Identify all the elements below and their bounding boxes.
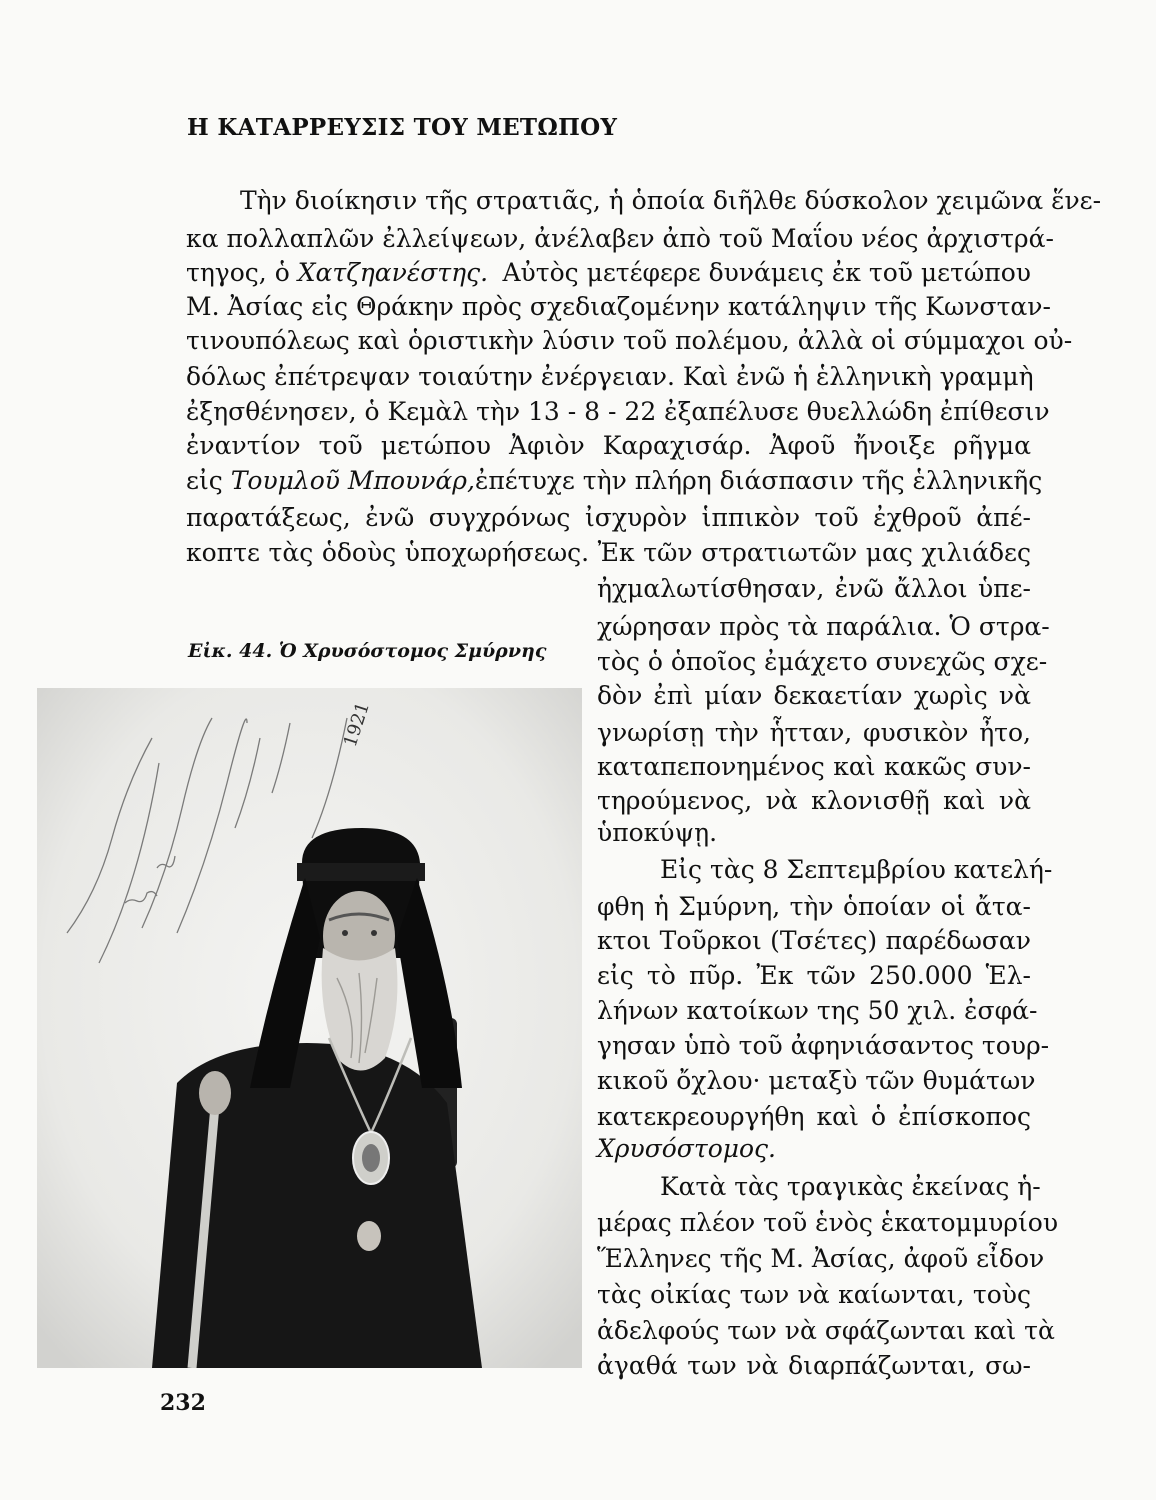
place-name: Τουμλοῦ Μπουνάρ,	[230, 466, 475, 495]
text-line: φθη ἡ Σμύρνη, τὴν ὁποίαν οἱ ἄτα-	[597, 892, 1031, 921]
text-line: μέρας πλέον τοῦ ἑνὸς ἑκατομμυρίου	[597, 1208, 1059, 1237]
photo-inscription: 1921	[339, 699, 374, 750]
text-line	[186, 466, 1043, 496]
text-line: ἐναντίον τοῦ μετώπου Ἀφιὸν Καραχισάρ. Ἀφοῦ ἤνοιξε ρῆγμα	[186, 431, 1031, 460]
text-line: γνωρίσῃ τὴν ἧτταν, φυσικὸν ἦτο,	[597, 718, 1031, 747]
page-heading: Η ΚΑΤΑΡΡΕΥΣΙΣ ΤΟΥ ΜΕΤΩΠΟΥ	[187, 114, 618, 141]
text-line: κτοι Τοῦρκοι (Τσέτες) παρέδωσαν	[597, 926, 1031, 955]
text-segment: Αὐτὸς μετέφερε δυνάμεις ἐκ τοῦ μετώπου	[502, 258, 1031, 287]
text-line: κοπτε τὰς ὁδοὺς ὑποχωρήσεως. Ἐκ τῶν στρατιωτῶν μας χιλιάδες	[186, 538, 1031, 567]
text-line: τὰς οἰκίας των νὰ καίωνται, τοὺς	[597, 1280, 1031, 1309]
text-line: κα πολλαπλῶν ἐλλείψεων, ἀνέλαβεν ἀπὸ τοῦ Μαΐου νέος ἀρχιστρά-	[186, 224, 1054, 253]
text-segment: εἰς	[186, 466, 223, 495]
text-line: Μ. Ἀσίας εἰς Θράκην πρὸς σχεδιαζομένην κατάληψιν τῆς Κωνσταν-	[186, 292, 1051, 321]
text-line: Κατὰ τὰς τραγικὰς ἐκείνας ἡ-	[660, 1172, 1041, 1201]
text-line: εἰς τὸ πῦρ. Ἐκ τῶν 250.000 Ἑλ-	[597, 961, 1031, 990]
text-line	[186, 258, 1031, 288]
text-line: ἀδελφούς των νὰ σφάζωνται καὶ τὰ	[597, 1316, 1055, 1345]
text-segment: ἐπέτυχε τὴν πλήρη διάσπασιν τῆς ἑλληνικῆς	[474, 466, 1043, 495]
text-line: δὸν ἐπὶ μίαν δεκαετίαν χωρὶς νὰ	[597, 681, 1031, 710]
text-line: κατεκρεουργήθη καὶ ὁ ἐπίσκοπος	[597, 1102, 1031, 1131]
figure-caption: Εἰκ. 44. Ὁ Χρυσόστομος Σμύρνης	[188, 640, 547, 662]
portrait-photo	[37, 688, 582, 1368]
text-line: καταπεπονημένος καὶ κακῶς συν-	[597, 752, 1031, 781]
text-line: Ἕλληνες τῆς Μ. Ἀσίας, ἀφοῦ εἶδον	[597, 1244, 1045, 1273]
text-line: χώρησαν πρὸς τὰ παράλια. Ὁ στρα-	[597, 612, 1050, 641]
text-line: ὑποκύψῃ.	[597, 818, 718, 847]
text-line: ἐξησθένησεν, ὁ Κεμὰλ τὴν 13 - 8 - 22 ἐξαπέλυσε θυελλώδη ἐπίθεσιν	[186, 397, 1050, 426]
text-line: δόλως ἐπέτρεψαν τοιαύτην ἐνέργειαν. Καὶ ἐνῶ ἡ ἑλληνικὴ γραμμὴ	[186, 362, 1034, 391]
text-line: τηρούμενος, νὰ κλονισθῇ καὶ νὰ	[597, 786, 1031, 815]
text-line: τινουπόλεως καὶ ὁριστικὴν λύσιν τοῦ πολέμου, ἀλλὰ οἱ σύμμαχοι οὐ-	[186, 326, 1073, 355]
text-line: λήνων κατοίκων της 50 χιλ. ἐσφά-	[597, 996, 1038, 1025]
page-number: 232	[160, 1390, 206, 1416]
text-line: τὸς ὁ ὁποῖος ἐμάχετο συνεχῶς σχε-	[597, 647, 1048, 676]
text-segment: τηγος, ὁ	[186, 258, 290, 287]
text-line: ἠχμαλωτίσθησαν, ἐνῶ ἄλλοι ὑπε-	[597, 574, 1031, 603]
text-line: Τὴν διοίκησιν τῆς στρατιᾶς, ἡ ὁποία διῆλθε δύσκολον χειμῶνα ἕνε-	[240, 186, 1102, 215]
text-line: ἀγαθά των νὰ διαρπάζωνται, σω-	[597, 1351, 1031, 1380]
text-line: Χρυσόστομος.	[597, 1134, 777, 1163]
text-line: γησαν ὑπὸ τοῦ ἀφηνιάσαντος τουρ-	[597, 1031, 1050, 1060]
text-line: Εἰς τὰς 8 Σεπτεμβρίου κατελή-	[660, 855, 1053, 884]
text-line: παρατάξεως, ἐνῶ συγχρόνως ἰσχυρὸν ἱππικὸν τοῦ ἐχθροῦ ἀπέ-	[186, 503, 1031, 532]
text-line: κικοῦ ὄχλου· μεταξὺ τῶν θυμάτων	[597, 1066, 1036, 1095]
commander-name: Χατζηανέστης.	[297, 258, 489, 287]
